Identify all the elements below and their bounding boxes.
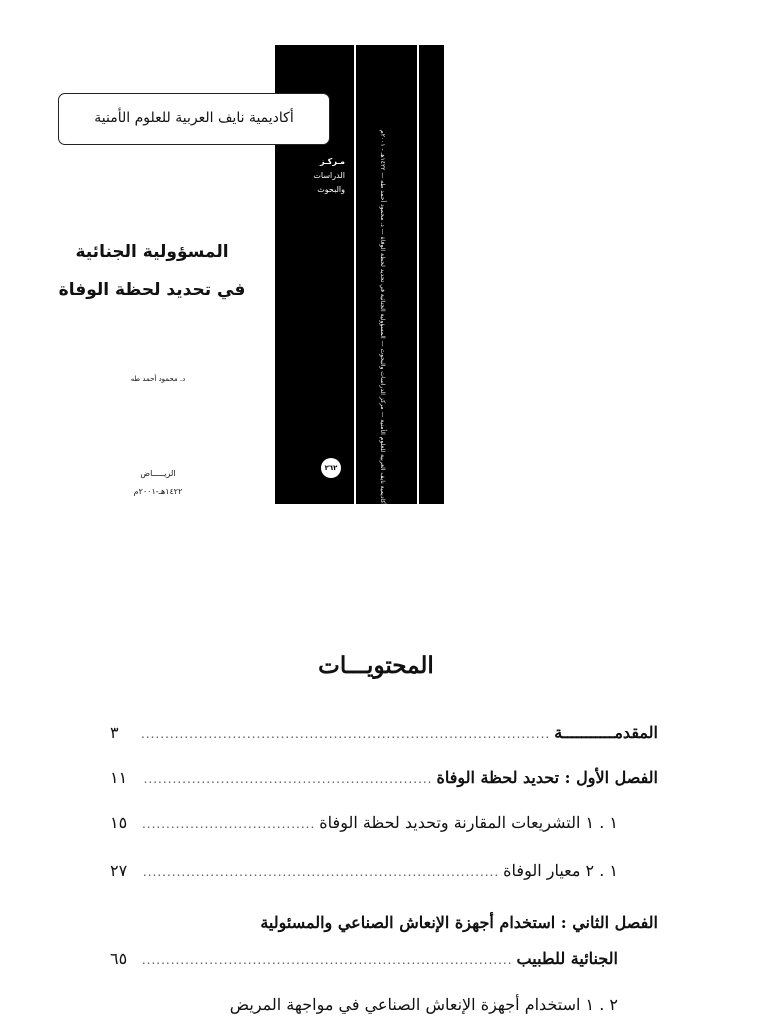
toc-entry-label: ١ . ١ التشريعات المقارنة وتحديد لحظة الوفاة	[319, 813, 618, 832]
toc-entry-label: ١ . ٢ معيار الوفاة	[503, 861, 618, 880]
toc-leader-dots	[142, 719, 550, 749]
toc-heading: المحتويـــات	[318, 652, 434, 679]
toc-entry-label: ٢ . ١ استخدام أجهزة الإنعاش الصناعي في مواجهة المريض	[229, 995, 618, 1014]
toc-leader-dots	[142, 764, 432, 794]
spine-divider-line	[417, 45, 419, 504]
book-cover	[58, 45, 444, 504]
cover-city: الريـــــاض	[140, 469, 176, 478]
toc-entry[interactable]	[110, 944, 658, 974]
toc-leader-dots	[142, 857, 499, 887]
toc-entry[interactable]	[110, 808, 658, 838]
spine-divider-line	[354, 45, 356, 504]
cover-title-line2: في تحديد لحظة الوفاة	[58, 280, 246, 300]
spine-center-line2: الدراسات	[313, 171, 345, 180]
toc-entry-page: ١١	[110, 768, 128, 787]
toc-entry-page: ١٥	[110, 813, 128, 832]
spine-series-badge: ٢٦٢	[321, 458, 341, 478]
cover-title	[58, 233, 246, 309]
toc-entry[interactable]	[110, 990, 658, 1020]
toc-entry[interactable]	[110, 763, 658, 793]
toc-entry-page: ٣	[110, 723, 119, 742]
toc-entry[interactable]	[110, 908, 658, 938]
cover-date: ١٤٢٢هـ-٢٠٠١م	[133, 487, 183, 496]
toc-entry[interactable]	[110, 718, 658, 748]
toc-entry-page: ٦٥	[110, 949, 128, 968]
toc-leader-dots	[142, 945, 513, 975]
toc-entry-label: الفصل الثاني : استخدام أجهزة الإنعاش الصناعي والمسئولية	[260, 913, 658, 932]
toc-entry-label: الفصل الأول : تحديد لحظة الوفاة	[436, 768, 658, 787]
spine-center-line1: مـركـز	[319, 157, 345, 166]
toc-entry-label: الجنائية للطبيب	[516, 949, 618, 968]
toc-entry-page: ٢٧	[110, 861, 128, 880]
spine-center-label	[279, 155, 345, 197]
toc-leader-dots	[142, 809, 315, 839]
spine-vertical-text: أكاديمية نايف العربية للعلوم الأمنية — مركز الدراسات والبحوث — المسؤولية الجنائية في تحديد لحظة الوفاة — د. محمود أحمد طه — ١٤٢٢هـ - ٢٠٠١م	[379, 130, 386, 505]
toc-entry-label: المقدمـــــــــــة	[554, 723, 658, 742]
cover-author: د. محمود أحمد طه	[130, 375, 186, 383]
spine-center-line3: والبحوث	[317, 185, 345, 194]
cover-publication-info	[88, 465, 228, 501]
academy-name-box: أكاديمية نايف العربية للعلوم الأمنية	[58, 93, 330, 145]
cover-title-line1: المسؤولية الجنائية	[75, 242, 229, 262]
toc-entry[interactable]	[110, 856, 658, 886]
